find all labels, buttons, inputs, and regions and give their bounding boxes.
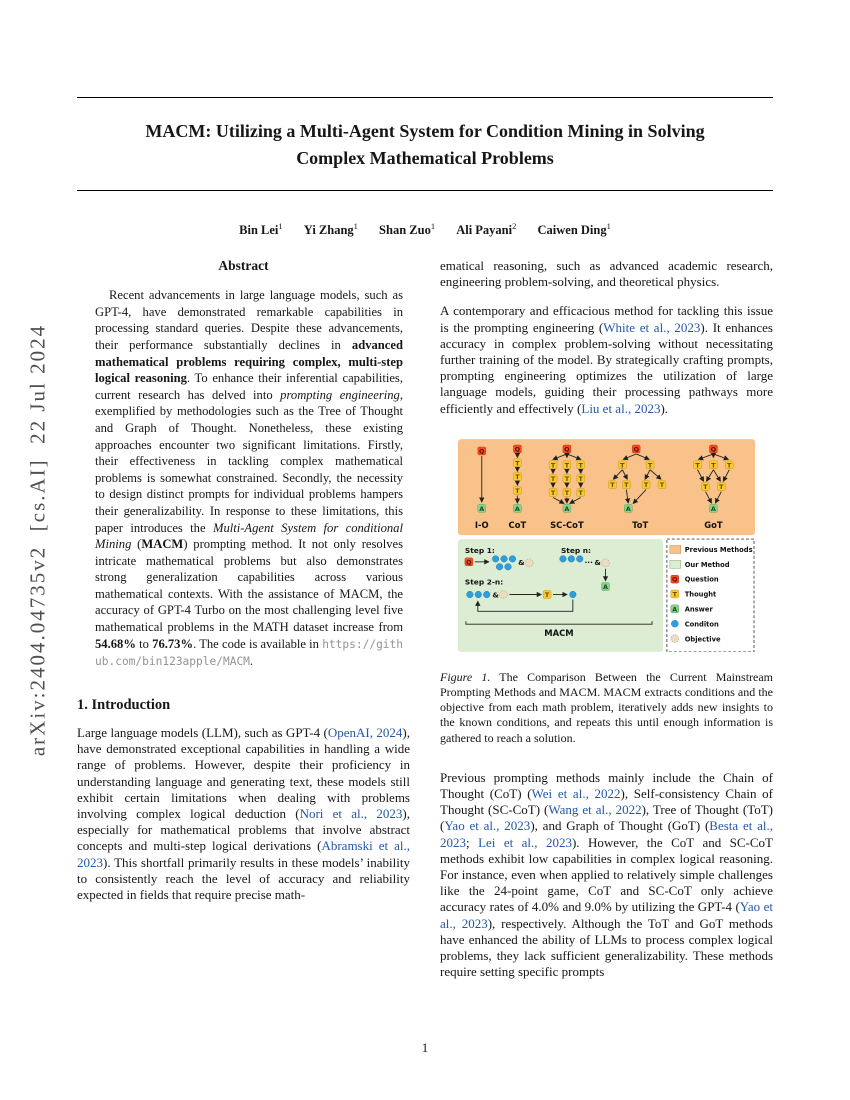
node-letter: Q — [710, 445, 717, 454]
legend-row — [671, 590, 717, 598]
previous-methods-swatch — [670, 545, 681, 553]
node-letter: Q — [672, 575, 678, 584]
text-run: prompting engineering — [280, 387, 400, 402]
title-rule-top — [77, 97, 773, 98]
figure-1-caption — [440, 670, 773, 746]
condition-node — [505, 563, 512, 570]
condition-node — [483, 591, 490, 598]
node-letter: T — [515, 459, 520, 468]
author-list — [77, 221, 773, 238]
condition-node — [501, 555, 508, 562]
step2n-label: Step 2-n: — [464, 577, 504, 587]
author-affiliation-mark: 1 — [353, 221, 358, 231]
legend-row — [671, 575, 719, 583]
svg-text:Answer: Answer — [684, 605, 713, 614]
text-run: ), and Graph of Thought (GoT) ( — [530, 818, 710, 834]
author — [456, 223, 516, 237]
node-letter: Q — [479, 447, 485, 456]
text-run: ), have demonstrated exceptional capabilities in handling a wide range of problems. However, despite their proficiency in understanding language and generating text, these models still exhibit certain limitations when dealing with problems involving complex logical deduction ( — [77, 725, 410, 822]
body-paragraph — [440, 303, 773, 416]
right-column — [440, 258, 773, 993]
introduction-text — [77, 725, 410, 903]
node-letter: T — [544, 590, 550, 599]
node-letter: A — [625, 504, 631, 513]
text-run: Multi-Agent System for conditional Mining — [95, 520, 403, 552]
node-letter: T — [719, 482, 724, 491]
svg-text:Conditon: Conditon — [684, 620, 719, 629]
condition-node — [492, 555, 499, 562]
text-run: advanced mathematical problems requiring complex, multi-step logical reasoning — [95, 337, 403, 386]
citation-link[interactable]: Yao et al., 2023 — [444, 818, 531, 834]
svg-text:Thought: Thought — [684, 590, 717, 599]
objective-node — [602, 559, 610, 567]
author-name: Yi Zhang — [303, 223, 354, 238]
text-run: ). — [660, 400, 669, 416]
node-letter: A — [564, 504, 570, 513]
citation-link[interactable]: Wang et al., 2022 — [548, 802, 642, 818]
node-letter: T — [643, 480, 649, 489]
legend-row — [671, 605, 714, 613]
node-letter: T — [550, 474, 556, 483]
node-letter: T — [564, 488, 570, 497]
node-letter: Q — [633, 445, 639, 454]
citation-link[interactable]: Wei et al., 2022 — [531, 786, 621, 802]
abstract-heading: Abstract — [218, 258, 269, 273]
ampersand: & — [594, 557, 601, 567]
citation-link[interactable]: Yao et al., 2023 — [440, 899, 773, 931]
text-run: to — [135, 636, 153, 651]
code-url-link[interactable]: https://github.com/bin123apple/MACM — [95, 637, 404, 669]
text-run: . To enhance their inferential capabilities, current research has delved into — [95, 371, 403, 402]
text-run: ), Self-consistency Chain of Thought (SC-CoT) ( — [440, 786, 773, 818]
author — [379, 223, 435, 237]
condition-node — [509, 555, 516, 562]
node-letter: T — [659, 480, 665, 489]
citation-link[interactable]: Nori et al., 2023 — [299, 806, 403, 822]
condition-node — [496, 563, 503, 570]
citation-link[interactable]: OpenAI, 2024 — [327, 725, 403, 741]
text-run: Large language models (LLM), such as GPT-4 ( — [77, 725, 328, 741]
text-run: ). It enhances accuracy in complex problem-solving without necessitating further training of the model. By strategically crafting prompts, prompting engineering optimizes the utilization of large language models, guiding their processing pathways more efficiently and effectively ( — [440, 319, 773, 416]
node-letter: T — [564, 474, 570, 483]
node-letter: T — [578, 474, 583, 483]
node-letter: T — [727, 461, 732, 470]
author-affiliation-mark: 1 — [278, 221, 283, 231]
method-label-sccot: SC-CoT — [550, 520, 584, 531]
macm-label: MACM — [544, 627, 574, 638]
text-run: The Comparison Between the Current Mainstream Prompting Methods and MACM. MACM extracts conditions and the objective from each math problem, iteratively adds new insights to the known conditions, and repeats this until enough information is gathered to reach a solution. — [440, 669, 774, 745]
ampersand: & — [492, 590, 499, 600]
text-run: ). This shortfall primarily results in these models’ inability to consistently reach the level of accuracy and reliability expected in fields that require precise math- — [77, 854, 410, 903]
text-run: , exemplified by methodologies such as the Tree of Thought and Graph of Thought. Nonetheless, these existing approaches encounter two significant limitations. Firstly, their effectiveness in tackling complex mathematical problems is somewhat constrained. Secondly, the necessity to design distinct prompts for individual problems hampers their generalizability. In response to these limitations, this paper introduces the — [95, 387, 404, 535]
text-run: . — [249, 654, 254, 669]
legend-row — [670, 560, 730, 568]
stepn-label: Step n: — [560, 545, 591, 555]
method-label-tot: ToT — [632, 520, 649, 531]
author — [304, 223, 358, 237]
text-run: MACM — [141, 537, 184, 552]
node-letter: T — [578, 488, 583, 497]
node-letter: T — [620, 461, 625, 470]
condition-node — [560, 555, 567, 562]
text-run: Previous prompting methods mainly include the Chain of Thought (CoT) ( — [440, 769, 773, 802]
svg-text:Our Method: Our Method — [684, 560, 730, 569]
page-number: 1 — [421, 1040, 429, 1055]
citation-link[interactable]: Abramski et al., 2023 — [77, 838, 410, 870]
svg-text:Previous Methods: Previous Methods — [684, 545, 753, 554]
node-letter: A — [710, 504, 716, 513]
node-letter: Q — [514, 445, 521, 454]
text-run: 76.73% — [152, 636, 194, 651]
condition-node — [577, 555, 584, 562]
svg-text:Objective: Objective — [684, 635, 721, 644]
node-letter: T — [672, 590, 678, 599]
title-line-2: Complex Mathematical Problems — [296, 148, 554, 168]
text-run: A contemporary and efficacious method for tackling this issue is the prompting engineering ( — [440, 303, 773, 335]
author-affiliation-mark: 2 — [512, 221, 517, 231]
citation-link[interactable]: Lei et al., 2023 — [478, 834, 572, 850]
node-letter: T — [703, 482, 708, 491]
objective-node — [525, 559, 533, 567]
author-name: Shan Zuo — [379, 223, 431, 238]
condition-node — [467, 591, 474, 598]
node-letter: T — [564, 461, 570, 470]
title-rule-bottom — [77, 190, 773, 191]
author — [239, 223, 283, 237]
body-paragraph — [440, 258, 773, 290]
text-run: ) prompting method. It not only resolves intricate mathematical problems but also demonstrates strong generalization capabilities across various mathematical contexts. With the assistance of MACM, the accuracy of GPT-4 Turbo on the most challenging level five mathematical problems in the MATH dataset increase from — [95, 537, 403, 635]
citation-link[interactable]: White et al., 2023 — [603, 319, 701, 335]
ampersand: & — [518, 557, 525, 567]
section-heading-introduction: 1. Introduction — [77, 696, 171, 713]
condition-node — [671, 620, 678, 627]
svg-text:Question: Question — [684, 575, 719, 584]
node-letter: Q — [466, 558, 472, 567]
node-letter: T — [550, 488, 556, 497]
node-letter: Q — [564, 445, 570, 454]
text-run: ), Tree of Thought (ToT) ( — [440, 802, 773, 834]
text-run: ( — [131, 537, 142, 552]
author-affiliation-mark: 1 — [430, 221, 436, 231]
text-run: ; — [466, 834, 479, 850]
body-paragraph — [440, 770, 773, 981]
node-letter: A — [603, 582, 609, 591]
method-label-cot: CoT — [508, 520, 527, 531]
arxiv-watermark: arXiv:2404.04735v2 [cs.AI] 22 Jul 2024 — [25, 323, 50, 757]
citation-link[interactable]: Liu et al., 2023 — [581, 400, 661, 416]
ellipsis: ... — [584, 555, 593, 565]
author — [538, 223, 611, 237]
abstract-text — [77, 287, 410, 671]
node-letter: T — [624, 480, 629, 489]
condition-node — [568, 555, 575, 562]
condition-node — [475, 591, 482, 598]
author-name: Ali Payani — [456, 223, 513, 238]
text-run: ), especially for mathematical problems that involve abstract concepts and multi-step logical derivations ( — [77, 806, 410, 854]
node-letter: T — [695, 461, 700, 470]
text-run: 54.68% — [95, 636, 136, 651]
method-label-got: GoT — [704, 520, 723, 531]
text-run: Figure 1. — [440, 669, 491, 684]
author-name: Bin Lei — [239, 223, 279, 238]
node-letter: A — [479, 504, 485, 513]
method-label-io: I-O — [474, 520, 489, 531]
node-letter: A — [514, 504, 520, 513]
condition-node — [570, 591, 577, 598]
node-letter: T — [550, 461, 556, 470]
text-run: Recent advancements in large language models, such as GPT-4, have demonstrated remarkable capabilities in processing standard queries. Despite these advancements, their performance substantially declines in — [95, 288, 403, 352]
our-method-swatch — [670, 560, 681, 568]
figure-1 — [440, 439, 773, 652]
figure-1-diagram — [458, 439, 755, 652]
text-run: ematical reasoning, such as advanced academic research, engineering problem-solving, and theoretical physics. — [440, 258, 773, 290]
left-column — [77, 258, 410, 916]
author-affiliation-mark: 1 — [606, 221, 611, 231]
citation-link[interactable]: Besta et al., 2023 — [440, 818, 773, 850]
node-letter: T — [647, 461, 653, 470]
node-letter: T — [515, 472, 520, 481]
node-letter: A — [672, 605, 678, 614]
title-line-1: MACM: Utilizing a Multi-Agent System for Condition Mining in Solving — [145, 121, 705, 141]
paper-title — [77, 118, 773, 172]
node-letter: T — [610, 480, 615, 489]
node-letter: T — [578, 461, 583, 470]
text-run: ). However, the CoT and SC-CoT methods exhibit low capabilities in complex logical reasoning. For instance, even when applied to relatively simple challenges like the 24-point game, CoT and SC-CoT only achieve accuracy rates of 4.0% and 9.0% by utilizing the GPT-4 ( — [440, 834, 773, 915]
text-run: . The code is available in — [193, 636, 323, 651]
text-run: ), respectively. Although the ToT and GoT methods have enhanced the ability of LLMs to process complex logical problems, they lack sufficient generalizability. These methods require setting specific prompts — [440, 915, 773, 980]
objective-node — [671, 634, 679, 642]
node-letter: T — [711, 461, 716, 470]
node-letter: T — [515, 486, 520, 495]
step1-label: Step 1: — [464, 545, 495, 555]
figure-legend — [667, 539, 754, 652]
author-name: Caiwen Ding — [537, 223, 607, 238]
objective-node — [500, 590, 508, 598]
